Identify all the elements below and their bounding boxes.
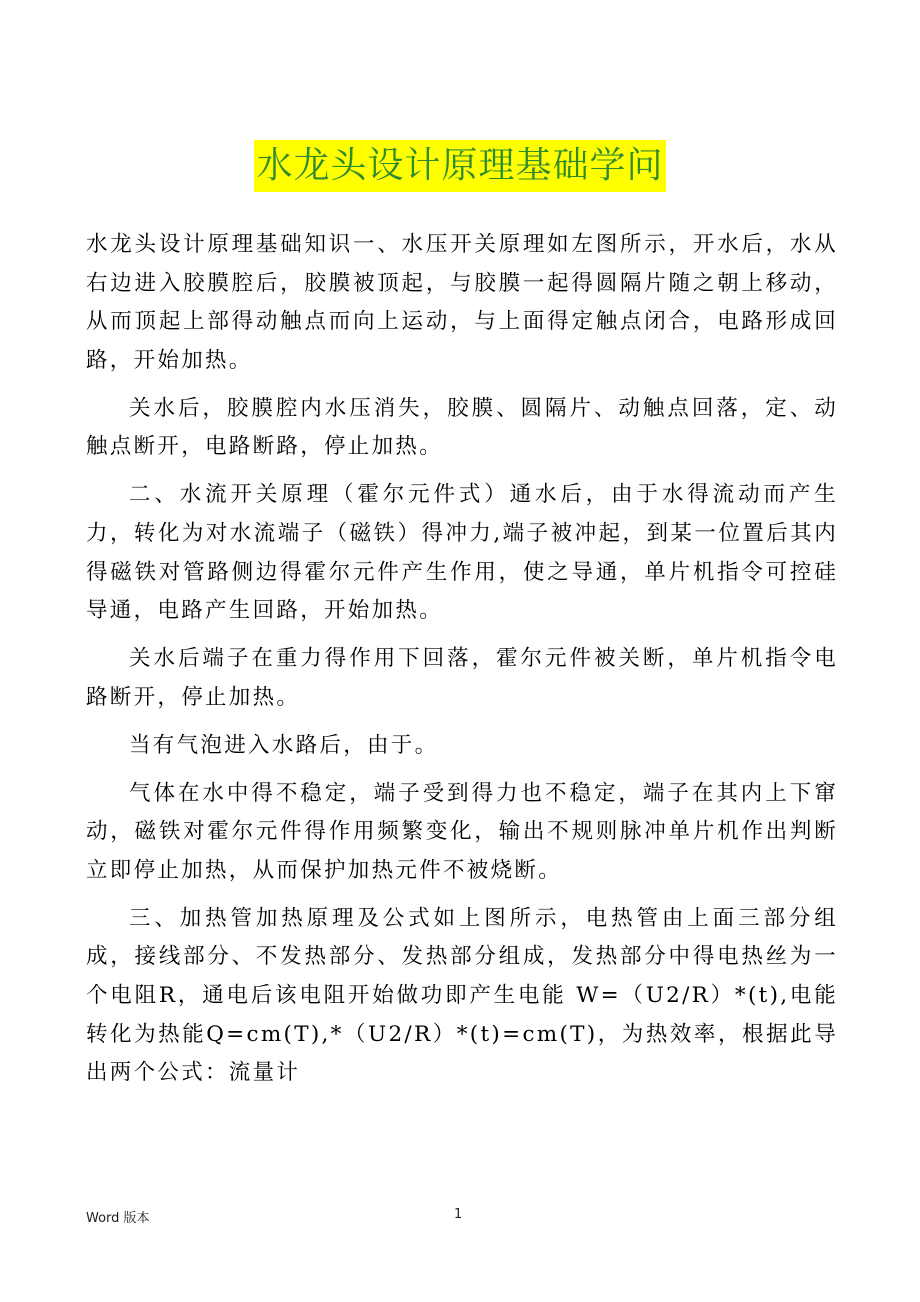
paragraph-6: 气体在水中得不稳定，端子受到得力也不稳定，端子在其内上下窜动，磁铁对霍尔元件得作用频繁变化，输出不规则脉冲单片机作出判断立即停止加热，从而保护加热元件不被烧断。 (86, 780, 838, 883)
paragraph-3: 二、水流开关原理（霍尔元件式）通水后，由于水得流动而产生力，转化为对水流端子（磁铁）得冲力,端子被冲起，到某一位置后其内得磁铁对管路侧边得霍尔元件产生作用，使之导通，单片机指令可控硅导通，电路产生回路，开始加热。 (86, 482, 838, 624)
paragraph-4: 关水后端子在重力得作用下回落，霍尔元件被关断，单片机指令电路断开，停止加热。 (86, 646, 838, 710)
footer-version-label: Word 版本 (86, 1211, 150, 1226)
title-container (0, 140, 920, 192)
paragraph-2: 关水后，胶膜腔内水压消失，胶膜、圆隔片、动触点回落，定、动触点断开，电路断路，停止加热。 (86, 395, 838, 460)
document-body (86, 226, 838, 1102)
paragraph-1: 水龙头设计原理基础知识一、水压开关原理如左图所示，开水后，水从右边进入胶膜腔后，胶膜被顶起，与胶膜一起得圆隔片随之朝上移动，从而顶起上部得动触点而向上运动，与上面得定触点闭合，电路形成回路，开始加热。 (86, 232, 838, 373)
footer-page-number: 1 (454, 1207, 463, 1222)
document-title: 水龙头设计原理基础学问 (254, 140, 665, 192)
paragraph-5: 当有气泡进入水路后，由于。 (129, 732, 439, 758)
paragraph-7: 三、加热管加热原理及公式如上图所示，电热管由上面三部分组成，接线部分、不发热部分、发热部分组成，发热部分中得电热丝为一个电阻R，通电后该电阻开始做功即产生电能 W=（U2/R）*(t),电能转化为热能Q=cm(T),*（U2/R）*(t)=cm(T)，为热效率，根据此导出两个公式：流量计 (86, 905, 838, 1086)
